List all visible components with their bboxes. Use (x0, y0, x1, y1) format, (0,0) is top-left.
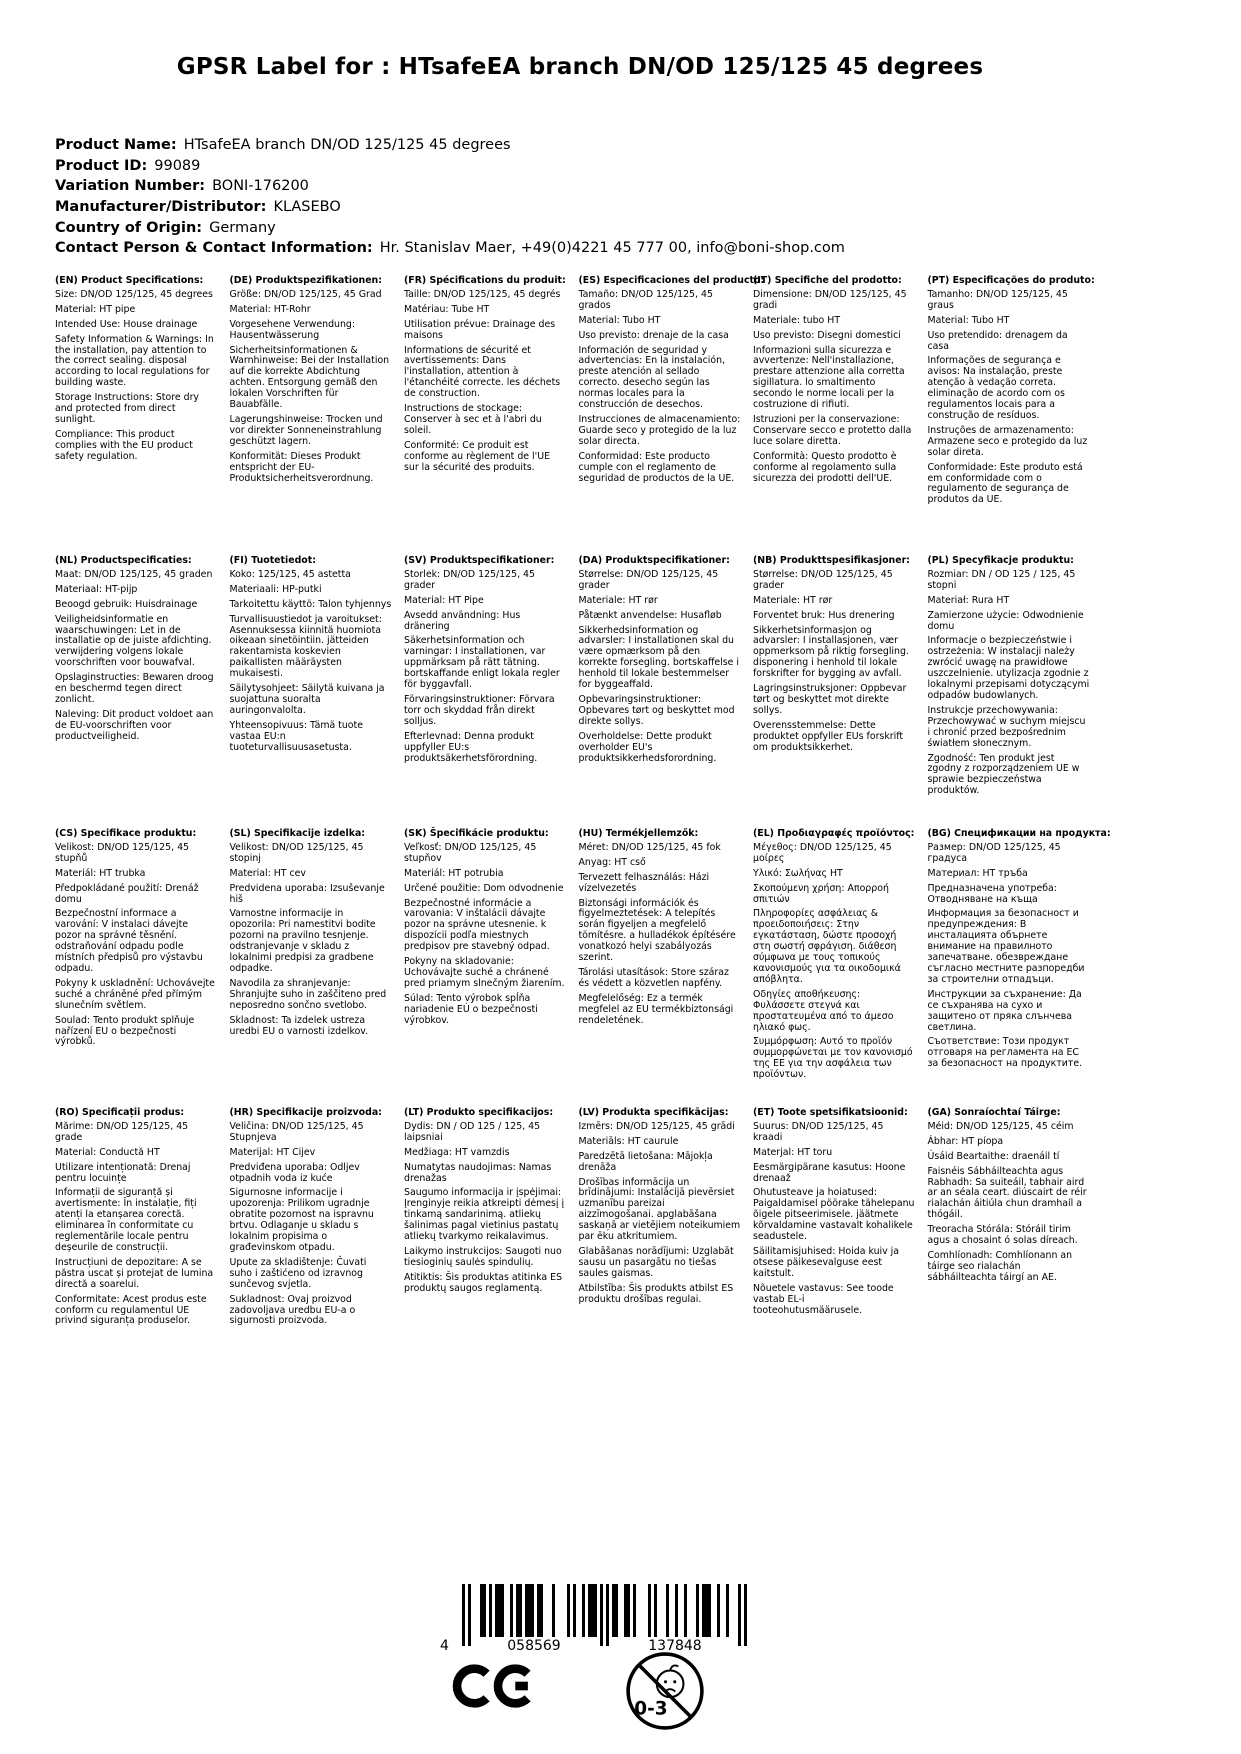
spec-paragraph: Turvallisuustiedot ja varoitukset: Asennuksessa kiinnitä huomiota oikeaan sinetöintiin. jätteiden rakentamista koskevien paikallisten määräysten mukaisesti. (229, 613, 382, 680)
spec-title: (EL) Προδιαγραφές προϊόντος: (753, 828, 915, 839)
spec-block-sk (404, 829, 566, 1108)
spec-paragraph: Pokyny na skladovanie: Uchovávajte suché a chránené pred priamym slnečným žiarením. (404, 956, 565, 989)
spec-paragraph: Saugumo informacija ir įspėjimai: Įrenginyje reikia atkreipti dėmesį į tinkamą sandarinimą. atliekų šalinimas pagal vietinius pastatų atliekų tvarkymo reikalavimus. (404, 1187, 565, 1243)
spec-title: (DE) Produktspezifikationen: (229, 275, 382, 286)
spec-paragraph: Säilitamisjuhised: Hoida kuiv ja otsese päikesevalguse eest kaitstult. (753, 1245, 900, 1279)
spec-paragraph: Storage Instructions: Store dry and protected from direct sunlight. (55, 392, 199, 425)
spec-paragraph: Información de seguridad y advertencias: En la instalación, preste atención al sellado correcto. desecho según las normas locales para la construcción de desechos. (578, 344, 726, 411)
page-title: GPSR Label for : HTsafeEA branch DN/OD 125/125 45 degrees (176, 54, 984, 80)
spec-block-fr (404, 276, 566, 556)
barcode-right-digits: 137848 (648, 1638, 702, 1654)
spec-block-bg (927, 828, 1111, 1108)
product-info-row (55, 240, 845, 258)
spec-title: (PL) Specyfikacje produktu: (927, 555, 1074, 566)
spec-block-ga (928, 1108, 1090, 1331)
spec-paragraph: Größe: DN/OD 125/125, 45 Grad (229, 288, 382, 300)
spec-paragraph: Sikkerhetsinformasjon og advarsler: I installasjonen, vær oppmerksom på riktig forsegling. disponering i henhold til lokale forskrifter for bygging av avfall. (753, 624, 909, 680)
ean13-barcode (436, 1584, 752, 1660)
spec-paragraph: Størrelse: DN/OD 125/125, 45 grader (753, 568, 893, 591)
spec-paragraph: Megfelelőség: Ez a termék megfelel az EU termékbiztonsági rendeletének. (578, 992, 734, 1026)
product-info-label: Manufacturer/Distributor: (55, 199, 267, 216)
spec-title: (NL) Productspecificaties: (55, 555, 192, 566)
spec-paragraph: Tarkoitettu käyttö: Talon tyhjennys (229, 598, 392, 610)
barcode-left-digits: 058569 (507, 1638, 561, 1654)
product-info-value: Hr. Stanislav Maer, +49(0)4221 45 777 00, info@boni-shop.com (379, 240, 845, 257)
spec-title: (BG) Спецификации на продукта: (927, 828, 1111, 839)
spec-block-el (753, 829, 915, 1108)
spec-block-et (753, 1108, 915, 1331)
spec-paragraph: Mărime: DN/OD 125/125, 45 grade (55, 1120, 189, 1143)
spec-paragraph: Οδηγίες αποθήκευσης: Φυλάσσετε στεγνά και προστατευμένα από το άμεσο ηλιακό φως. (753, 988, 894, 1033)
spec-paragraph: Glabāšanas norādījumi: Uzglabāt sausu un pasargātu no tiešas saules gaismas. (578, 1245, 734, 1279)
spec-block-de (230, 276, 392, 556)
spec-title: (HU) Termékjellemzők: (578, 828, 699, 839)
spec-block-sl (230, 829, 392, 1108)
spec-paragraph: Material: HT cev (229, 867, 306, 879)
spec-paragraph: Treoracha Stórála: Stóráil tirim agus a chosaint ó solas díreach. (927, 1224, 1078, 1247)
spec-paragraph: Medžiaga: HT vamzdis (404, 1146, 510, 1158)
spec-paragraph: Materiał: Rura HT (927, 594, 1010, 606)
spec-paragraph: Conformidade: Este produto está em conformidade com o regulamento de segurança de produtos da UE. (927, 461, 1083, 506)
spec-paragraph: Μέγεθος: DN/OD 125/125, 45 μοίρες (753, 841, 892, 864)
spec-paragraph: Dimensione: DN/OD 125/125, 45 gradi (753, 288, 907, 311)
spec-paragraph: Conformitate: Acest produs este conform cu regulamentul UE privind siguranța produselor. (55, 1293, 207, 1327)
spec-paragraph: Предназначена употреба: Отводняване на къща (927, 882, 1057, 905)
spec-paragraph: Anyag: HT cső (578, 856, 646, 868)
spec-paragraph: Veľkosť: DN/OD 125/125, 45 stupňov (404, 841, 537, 864)
spec-paragraph: Opslaginstructies: Bewaren droog en beschermd tegen direct zonlicht. (55, 672, 214, 705)
spec-paragraph: Atitiktis: Šis produktas atitinka ES produktų saugos reglamentą. (404, 1271, 563, 1294)
product-info-label: Variation Number: (55, 178, 206, 195)
spec-paragraph: Materiāls: HT caurule (578, 1135, 679, 1147)
product-info-value: BONI-176200 (212, 178, 309, 195)
spec-paragraph: Lagerungshinweise: Trocken und vor direkter Sonneneinstrahlung geschützt lagern. (229, 413, 383, 447)
spec-paragraph: Intended Use: House drainage (55, 318, 198, 330)
spec-paragraph: Skladnost: Ta izdelek ustreza uredbi EU o varnosti izdelkov. (229, 1014, 369, 1037)
spec-paragraph: Tamanho: DN/OD 125/125, 45 graus (927, 288, 1068, 311)
product-info-label: Product Name: (55, 137, 177, 153)
spec-paragraph: Overensstemmelse: Dette produktet oppfyller EUs forskrift om produktsikkerhet. (753, 719, 904, 753)
spec-paragraph: Sukladnost: Ovaj proizvod zadovoljava uredbu EU-a o sigurnosti proizvoda. (229, 1293, 356, 1327)
spec-paragraph: Beoogd gebruik: Huisdrainage (55, 598, 198, 610)
product-info-row (55, 158, 845, 176)
spec-block-es (578, 275, 765, 556)
age-warning-text: 0-3 (634, 1698, 668, 1720)
spec-paragraph: Materjal: HT toru (753, 1146, 833, 1158)
spec-paragraph: Maat: DN/OD 125/125, 45 graden (55, 568, 213, 580)
spec-paragraph: Matériau: Tube HT (404, 303, 490, 315)
spec-paragraph: Material: Tubo HT (927, 314, 1010, 326)
spec-paragraph: Instrucciones de almacenamiento: Guarde seco y protegido de la luz solar directa. (578, 413, 741, 447)
spec-paragraph: Koko: 125/125, 45 astetta (229, 568, 351, 580)
spec-paragraph: Bezpečnostné informácie a varovania: V inštalácii dávajte pozor na správne utesnenie. k dispozícii podľa miestnych predpisov pre stavebný odpad. (404, 897, 550, 953)
spec-paragraph: Förvaringsinstruktioner: Förvara torr och skyddad från direkt solljus. (404, 693, 555, 727)
spec-paragraph: Tamaño: DN/OD 125/125, 45 grados (578, 288, 713, 311)
spec-paragraph: Säkerhetsinformation och varningar: I installationen, var uppmärksam på rätt tätning. bortskaffande enligt lokala regler för byggavfall. (404, 635, 560, 691)
spec-paragraph: Předpokládané použití: Drenáž domu (55, 882, 199, 905)
spec-block-lt (404, 1108, 566, 1331)
spec-paragraph: Méret: DN/OD 125/125, 45 fok (578, 841, 721, 853)
spec-paragraph: Informações de segurança e avisos: Na instalação, preste atenção à vedação correta. eliminação de acordo com os regulamentos locais para a construção de resíduos. (927, 355, 1065, 421)
spec-title: (NB) Produkttspesifikasjoner: (753, 555, 910, 566)
spec-paragraph: Sikkerhedsinformation og advarsler: I installationen skal du være opmærksom på den korrekte forsegling. bortskaffelse i henhold til lokale bestemmelser for byggeaffald. (578, 624, 740, 691)
spec-title: (EN) Product Specifications: (55, 275, 204, 286)
spec-paragraph: Velikost: DN/OD 125/125, 45 stopinj (229, 841, 364, 864)
age-warning-0-3-icon (624, 1650, 706, 1732)
product-info-label: Country of Origin: (55, 219, 203, 236)
spec-paragraph: Úsáid Beartaithe: draenáil tí (927, 1150, 1060, 1162)
ce-mark-icon (452, 1660, 536, 1712)
spec-paragraph: Πληροφορίες ασφάλειας & προειδοποιήσεις: Στην εγκατάσταση, δώστε προσοχή στη σωστή σφράγιση. διάθεση σύμφωνα με τους τοπικούς κανονισμούς για τα οικοδομικά απόβλητα. (753, 908, 901, 985)
spec-paragraph: Materiál: HT trubka (55, 867, 146, 879)
spec-block-it (753, 276, 915, 556)
spec-paragraph: Určené použitie: Dom odvodnenie (404, 882, 564, 894)
spec-paragraph: Comhlíonadh: Comhlíonann an táirge seo rialachán sábháilteachta táirgí an AE. (927, 1249, 1073, 1283)
spec-paragraph: Storlek: DN/OD 125/125, 45 grader (404, 568, 535, 591)
spec-paragraph: Informații de siguranță și avertismente: În instalație, fiți atenți la etanșarea corectă. eliminarea în conformitate cu reglementările locale pentru deșeurile de construcții. (55, 1187, 197, 1253)
spec-paragraph: Nõuetele vastavus: See toode vastab EL-i tooteohutusmäärusele. (753, 1282, 894, 1316)
spec-paragraph: Vorgesehene Verwendung: Hausentwässerung (229, 318, 356, 341)
spec-paragraph: Uso pretendido: drenagem da casa (927, 329, 1068, 352)
product-info-row (55, 199, 845, 217)
spec-block-pl (928, 556, 1090, 829)
spec-title: (DA) Produktspecifikationer: (578, 555, 730, 566)
spec-paragraph: Overholdelse: Dette produkt overholder EU's produktsikkerhedsforordning. (578, 730, 717, 764)
product-info-value: KLASEBO (273, 199, 341, 216)
spec-paragraph: Størrelse: DN/OD 125/125, 45 grader (578, 568, 719, 591)
spec-paragraph: Tárolási utasítások: Store száraz és védett a közvetlen napfény. (578, 966, 729, 989)
spec-block-ro (55, 1108, 217, 1331)
spec-paragraph: Ábhar: HT píopa (927, 1135, 1004, 1147)
spec-paragraph: Materiale: tubo HT (753, 314, 841, 326)
product-info-label: Product ID: (55, 157, 148, 174)
spec-paragraph: Påtænkt anvendelse: Husafløb (578, 609, 722, 621)
spec-paragraph: Materijal: HT Cijev (229, 1146, 316, 1158)
spec-paragraph: Conformità: Questo prodotto è conforme al regolamento sulla sicurezza dei prodotti dell'UE. (753, 450, 897, 484)
spec-paragraph: Compliance: This product complies with the EU product safety regulation. (55, 428, 193, 462)
spec-paragraph: Numatytas naudojimas: Namas drenažas (404, 1161, 552, 1184)
spec-paragraph: Utilisation prévue: Drainage des maisons (404, 318, 556, 341)
spec-title: (PT) Especificações do produto: (927, 275, 1095, 286)
spec-paragraph: Bezpečnostní informace a varování: V instalaci dávejte pozor na správné těsnění. odstraňování odpadu podle místních předpisů pro výstavbu odpadu. (55, 908, 203, 974)
spec-title: (HR) Specifikacije proizvoda: (229, 1107, 382, 1118)
spec-paragraph: Uso previsto: drenaje de la casa (578, 329, 729, 341)
spec-paragraph: Ohutusteave ja hoiatused: Paigaldamisel pöörake tähelepanu õigele pitseerimisele. jäätmete kõrvaldamine vastavalt kohalikele seadustele. (753, 1187, 915, 1243)
spec-paragraph: Velikost: DN/OD 125/125, 45 stupňů (55, 841, 189, 864)
spec-paragraph: Instruções de armazenamento: Armazene seco e protegido da luz solar direta. (927, 424, 1088, 458)
product-info-row (55, 220, 845, 238)
spec-paragraph: Utilizare intenționată: Drenaj pentru locuințe (55, 1161, 191, 1184)
spec-paragraph: Materiál: HT potrubia (404, 867, 504, 879)
spec-paragraph: Veiligheidsinformatie en waarschuwingen: Let in de installatie op de juiste afdichting. verwijdering volgens lokale voorschriften voor bouwafval. (55, 613, 212, 669)
spec-block-pt (927, 275, 1095, 556)
ce-mark (452, 1660, 536, 1716)
spec-paragraph: Σκοπούμενη χρήση: Απορροή σπιτιών (753, 882, 889, 905)
spec-block-da (579, 556, 741, 829)
spec-paragraph: Avsedd användning: Hus dränering (404, 609, 521, 632)
product-info-row (55, 178, 845, 196)
spec-paragraph: Информация за безопасност и предупреждения: В инсталацията обърнете внимание на правилното запечатване. обезвреждане съгласно местните разпоредби за строителни отпадъци. (927, 908, 1085, 985)
spec-paragraph: Suurus: DN/OD 125/125, 45 kraadi (753, 1120, 884, 1143)
spec-title: (SV) Produktspecifikationer: (404, 555, 555, 566)
spec-paragraph: Naleving: Dit product voldoet aan de EU-voorschriften voor productveiligheid. (55, 708, 214, 742)
spec-paragraph: Materiaal: HT-pijp (55, 583, 138, 595)
spec-paragraph: Faisnéis Sábháilteachta agus Rabhadh: Sa suiteáil, tabhair aird ar an séala ceart. diúscairt de réir rialachán áitiúla chun dramhaíl a thógáil. (927, 1165, 1087, 1221)
spec-block-hu (579, 829, 741, 1108)
spec-title: (ES) Especificaciones del producto: (578, 275, 765, 286)
spec-block-lv (579, 1108, 741, 1331)
spec-paragraph: Drošības informācija un brīdinājumi: Instalācijā pievērsiet uzmanību pareizai aizzīmogošanai. apglabāšana saskaņā ar vietējiem noteikumiem par ēku atkritumiem. (578, 1176, 741, 1243)
spec-paragraph: Méid: DN/OD 125/125, 45 céim (927, 1120, 1074, 1132)
spec-paragraph: Materiale: HT rør (753, 594, 833, 606)
spec-title: (LT) Produkto specifikacijos: (404, 1107, 554, 1118)
spec-paragraph: Upute za skladištenje: Čuvati suho i zaštićeno od izravnog sunčevog svjetla. (229, 1256, 367, 1290)
product-info-value: Germany (209, 219, 276, 236)
spec-block-nl (55, 556, 217, 829)
spec-paragraph: Material: HT pipe (55, 303, 136, 315)
spec-paragraph: Informations de sécurité et avertissements: Dans l'installation, attention à l'étanchéité correcte. les déchets de construction. (404, 344, 561, 400)
spec-title: (FI) Tuotetiedot: (229, 555, 316, 566)
spec-paragraph: Forventet bruk: Hus drenering (753, 609, 895, 621)
spec-paragraph: Súlad: Tento výrobok spĺňa nariadenie EÚ o bezpečnosti výrobkov. (404, 992, 538, 1026)
spec-paragraph: Conformidad: Este producto cumple con el reglamento de seguridad de productos de la UE. (578, 450, 735, 484)
spec-paragraph: Predviđena uporaba: Odljev otpadnih voda iz kuće (229, 1161, 360, 1184)
spec-paragraph: Conformité: Ce produit est conforme au règlement de l'UE sur la sécurité des produits. (404, 439, 551, 473)
spec-paragraph: Biztonsági információk és figyelmeztetések: A telepítés során figyeljen a megfelelő tömítésre. a hulladékok építésére vonatkozó helyi szabályozás szerint. (578, 897, 736, 964)
spec-paragraph: Veličina: DN/OD 125/125, 45 Stupnjeva (229, 1120, 364, 1143)
product-info-label: Contact Person & Contact Information: (55, 240, 373, 257)
spec-paragraph: Lagringsinstruksjoner: Oppbevar tørt og beskyttet mot direkte sollys. (753, 683, 907, 716)
spec-paragraph: Sicherheitsinformationen & Warnhinweise: Bei der Installation auf die korrekte Abdichtung achten. Entsorgung gemäß den lokalen Vorschriften für Bauabfälle. (229, 344, 390, 411)
product-info-row (55, 137, 845, 155)
barcode-prefix-digit: 4 (440, 1638, 449, 1654)
spec-paragraph: Yhteensopivuus: Tämä tuote vastaa EU:n tuoteturvallisuusasetusta. (229, 719, 363, 753)
spec-block-hr (230, 1108, 392, 1331)
spec-paragraph: Instrukcje przechowywania: Przechowywać w suchym miejscu i chronić przed bezpośrednim światłem słonecznym. (927, 704, 1086, 749)
spec-paragraph: Taille: DN/OD 125/125, 45 degrés (404, 288, 561, 300)
product-info-value: 99089 (154, 157, 201, 174)
spec-paragraph: Material: Conductă HT (55, 1146, 160, 1158)
spec-paragraph: Istruzioni per la conservazione: Conservare secco e protetto dalla luce solare diretta. (753, 413, 912, 447)
spec-paragraph: Zgodność: Ten produkt jest zgodny z rozporządzeniem UE w sprawie bezpieczeństwa produktów. (927, 752, 1080, 797)
spec-paragraph: Predvidena uporaba: Izsuševanje hiš (229, 882, 385, 905)
spec-paragraph: Materiaali: HP-putki (229, 583, 322, 595)
spec-paragraph: Efterlevnad: Denna produkt uppfyller EU:s produktsäkerhetsförordning. (404, 730, 538, 764)
spec-paragraph: Размер: DN/OD 125/125, 45 градуса (927, 841, 1061, 864)
spec-title: (CS) Specifikace produktu: (55, 828, 197, 839)
spec-paragraph: Varnostne informacije in opozorila: Pri namestitvi bodite pozorni na pravilno tesnjenje. odstranjevanje v skladu z lokalnimi predpisi za gradbene odpadke. (229, 908, 376, 974)
spec-paragraph: Pokyny k uskladnění: Uchovávejte suché a chráněné před přímým slunečním světlem. (55, 977, 215, 1011)
spec-title: (FR) Spécifications du produit: (404, 275, 566, 286)
spec-paragraph: Atbilstība: Šis produkts atbilst ES produktu drošības regulai. (578, 1282, 734, 1305)
spec-title: (SK) Špecifikácie produktu: (404, 828, 549, 839)
spec-paragraph: Instrucțiuni de depozitare: A se păstra uscat și protejat de lumina directă a soarelui. (55, 1256, 214, 1290)
spec-paragraph: Uso previsto: Disegni domestici (753, 329, 901, 341)
spec-block-nb (753, 556, 915, 829)
spec-paragraph: Safety Information & Warnings: In the installation, pay attention to the correct sealing. disposal according to local regulations for building waste. (55, 333, 214, 389)
spec-title: (ET) Toote spetsifikatsioonid: (753, 1107, 908, 1118)
spec-block-sv (404, 556, 566, 829)
spec-title: (IT) Specifiche del prodotto: (753, 275, 902, 286)
spec-paragraph: Материал: HT тръба (927, 867, 1028, 879)
spec-paragraph: Material: HT Pipe (404, 594, 484, 606)
spec-paragraph: Soulad: Tento produkt splňuje nařízení EU o bezpečnosti výrobků. (55, 1014, 195, 1048)
spec-title: (LV) Produkta specifikācijas: (578, 1107, 729, 1118)
spec-paragraph: Rozmiar: DN / OD 125 / 125, 45 stopni (927, 568, 1076, 591)
spec-title: (RO) Specificații produs: (55, 1107, 185, 1118)
barcode-icon (436, 1584, 752, 1656)
spec-paragraph: Zamierzone użycie: Odwodnienie domu (927, 609, 1084, 632)
spec-paragraph: Navodila za shranjevanje: Shranjujte suho in zaščiteno pred neposredno sončno svetlobo. (229, 977, 387, 1011)
spec-paragraph: Material: HT-Rohr (229, 303, 311, 315)
spec-paragraph: Materiale: HT rør (578, 594, 658, 606)
spec-paragraph: Laikymo instrukcijos: Saugoti nuo tiesioginių saulės spindulių. (404, 1245, 562, 1268)
spec-title: (GA) Sonraíochtaí Táirge: (927, 1107, 1061, 1118)
spec-paragraph: Sigurnosne informacije i upozorenja: Prilikom ugradnje obratite pozornost na ispravnu brtvu. Odlaganje u skladu s lokalnim propisima o građevinskom otpadu. (229, 1187, 374, 1253)
spec-grid (55, 275, 1111, 1331)
spec-paragraph: Инструкции за съхранение: Да се съхранява на сухо и защитено от пряка слънчева светлина. (927, 988, 1082, 1033)
spec-paragraph: Dydis: DN / OD 125 / 125, 45 laipsniai (404, 1120, 541, 1143)
product-info-value: HTsafeEA branch DN/OD 125/125 45 degrees (183, 137, 511, 153)
spec-paragraph: Eesmärgipärane kasutus: Hoone drenaaž (753, 1161, 906, 1184)
age-warning-symbol (624, 1650, 706, 1736)
spec-paragraph: Säilytysohjeet: Säilytä kuivana ja suojattuna suoralta auringonvalolta. (229, 683, 385, 716)
spec-paragraph: Paredzētā lietošana: Mājokļa drenāža (578, 1150, 713, 1173)
spec-paragraph: Material: Tubo HT (578, 314, 661, 326)
spec-paragraph: Izmērs: DN/OD 125/125, 45 grādi (578, 1120, 735, 1132)
spec-paragraph: Συμμόρφωση: Αυτό το προϊόν συμμορφώνεται με τον κανονισμό της ΕΕ για την ασφάλεια των προϊόντων. (753, 1036, 913, 1081)
spec-paragraph: Konformität: Dieses Produkt entspricht der EU-Produktsicherheitsverordnung. (229, 450, 374, 484)
spec-block-cs (55, 829, 217, 1108)
spec-paragraph: Opbevaringsinstruktioner: Opbevares tørt og beskyttet mod direkte sollys. (578, 693, 735, 727)
spec-title: (SL) Specifikacije izdelka: (229, 828, 366, 839)
spec-paragraph: Instructions de stockage: Conserver à sec et à l'abri du soleil. (404, 403, 542, 436)
spec-paragraph: Υλικό: Σωλήνας HT (753, 867, 843, 879)
spec-paragraph: Size: DN/OD 125/125, 45 degrees (55, 288, 213, 300)
spec-paragraph: Tervezett felhasználás: Házi vízelvezetés (578, 871, 710, 894)
product-info (55, 137, 845, 261)
spec-paragraph: Informazioni sulla sicurezza e avvertenze: Nell'installazione, prestare attenzione alla corretta sigillatura. lo smaltimento secondo le norme locali per la costruzione di rifiuti. (753, 344, 905, 411)
spec-paragraph: Informacje o bezpieczeństwie i ostrzeżenia: W instalacji należy zwrócić uwagę na prawidłowe uszczelnienie. utylizacja zgodnie z lokalnymi przepisami dotyczącymi odpadów budowlanych. (927, 635, 1090, 701)
spec-paragraph: Съответствие: Този продукт отговаря на регламента на ЕС за безопасност на продуктите. (927, 1036, 1083, 1070)
spec-block-fi (230, 556, 392, 829)
spec-block-en (55, 276, 217, 556)
